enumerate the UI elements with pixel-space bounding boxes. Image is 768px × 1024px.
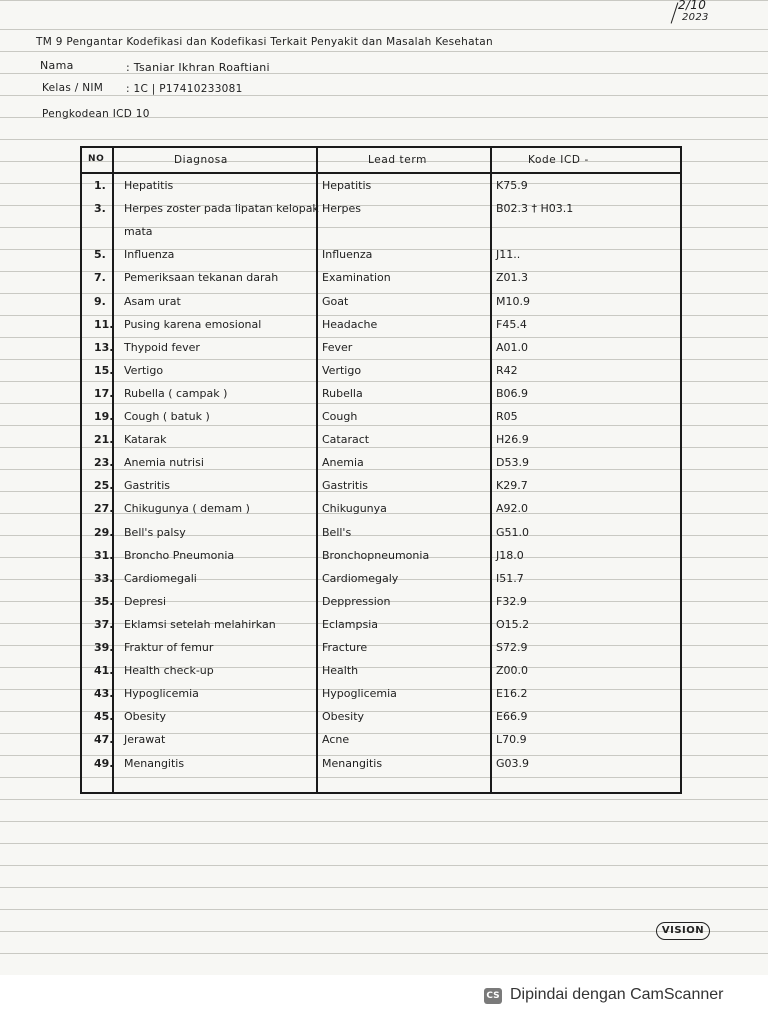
row-diagnosa: Vertigo bbox=[124, 363, 164, 377]
row-number: 41. bbox=[94, 664, 114, 678]
table-row bbox=[82, 707, 680, 731]
row-kode-icd: O15.2 bbox=[496, 617, 530, 631]
row-number: 49. bbox=[94, 756, 114, 770]
row-lead-term: Bell's bbox=[322, 525, 352, 539]
row-lead-term: Hypoglicemia bbox=[322, 687, 397, 701]
row-kode-icd: I51.7 bbox=[496, 571, 524, 585]
row-number: 9. bbox=[94, 294, 106, 308]
row-kode-icd: F45.4 bbox=[496, 317, 527, 331]
nama-value: : Tsaniar Ikhran Roaftiani bbox=[126, 61, 270, 74]
row-diagnosa: Jerawat bbox=[124, 733, 166, 747]
row-number: 15. bbox=[94, 363, 114, 377]
row-diagnosa: Chikugunya ( demam ) bbox=[124, 502, 250, 516]
date-bottom: 2023 bbox=[682, 12, 709, 23]
row-lead-term: Deppression bbox=[322, 594, 391, 608]
row-diagnosa: Cardiomegali bbox=[124, 571, 197, 585]
row-number: 19. bbox=[94, 410, 114, 423]
row-number: 39. bbox=[94, 641, 114, 654]
row-lead-term: Herpes bbox=[322, 202, 362, 216]
row-kode-icd: J11.. bbox=[496, 248, 521, 262]
table-row bbox=[82, 684, 680, 708]
brand-logo: VISION bbox=[656, 922, 710, 940]
row-kode-icd: L70.9 bbox=[496, 733, 527, 747]
row-number: 7. bbox=[94, 271, 106, 285]
row-number: 35. bbox=[94, 594, 114, 608]
row-lead-term: Cardiomegaly bbox=[322, 571, 399, 585]
icd-table bbox=[80, 146, 682, 794]
row-diagnosa: Rubella ( campak ) bbox=[124, 386, 228, 400]
row-lead-term: Examination bbox=[322, 271, 391, 285]
row-kode-icd: R42 bbox=[496, 363, 518, 377]
table-row bbox=[82, 546, 680, 570]
row-lead-term: Menangitis bbox=[322, 756, 383, 770]
row-lead-term: Vertigo bbox=[322, 363, 362, 377]
table-row bbox=[82, 523, 680, 547]
table-row bbox=[82, 292, 680, 316]
table-row bbox=[82, 453, 680, 477]
table-row bbox=[82, 638, 680, 662]
table-row bbox=[82, 384, 680, 408]
row-number: 33. bbox=[94, 571, 114, 585]
row-lead-term: Cough bbox=[322, 410, 358, 423]
row-kode-icd: A01.0 bbox=[496, 340, 529, 354]
row-diagnosa: Herpes zoster pada lipatan kelopak bbox=[124, 202, 319, 216]
table-row bbox=[82, 569, 680, 593]
row-kode-icd: G03.9 bbox=[496, 756, 530, 770]
table-row bbox=[82, 730, 680, 754]
table-row bbox=[82, 754, 680, 778]
row-diagnosa: Depresi bbox=[124, 594, 167, 608]
row-lead-term: Cataract bbox=[322, 433, 370, 447]
row-kode-icd: K29.7 bbox=[496, 479, 528, 493]
table-row bbox=[82, 199, 680, 223]
table-row bbox=[82, 661, 680, 685]
row-diagnosa: Menangitis bbox=[124, 756, 185, 770]
row-diagnosa: mata bbox=[124, 225, 153, 239]
table-row bbox=[82, 315, 680, 339]
table-row bbox=[82, 176, 680, 200]
row-lead-term: Gastritis bbox=[322, 479, 368, 493]
row-diagnosa: Hepatitis bbox=[124, 179, 174, 192]
table-row bbox=[82, 268, 680, 292]
row-diagnosa: Eklamsi setelah melahirkan bbox=[124, 617, 276, 631]
row-kode-icd: Z01.3 bbox=[496, 271, 529, 285]
row-number: 13. bbox=[94, 340, 114, 354]
row-diagnosa: Katarak bbox=[124, 433, 167, 447]
row-lead-term: Influenza bbox=[322, 248, 373, 262]
row-diagnosa: Bell's palsy bbox=[124, 525, 186, 539]
table-row bbox=[82, 499, 680, 523]
row-diagnosa: Broncho Pneumonia bbox=[124, 548, 235, 562]
assignment-title: TM 9 Pengantar Kodefikasi dan Kodefikasi Terkait Penyakit dan Masalah Kesehatan bbox=[36, 36, 493, 48]
kelas-label: Kelas / NIM bbox=[42, 82, 104, 94]
row-number: 21. bbox=[94, 433, 114, 447]
row-lead-term: Headache bbox=[322, 317, 378, 331]
row-diagnosa: Obesity bbox=[124, 710, 167, 724]
row-lead-term: Eclampsia bbox=[322, 617, 379, 631]
row-kode-icd: E66.9 bbox=[496, 710, 528, 724]
row-diagnosa: Pemeriksaan tekanan darah bbox=[124, 271, 279, 285]
table-row bbox=[82, 361, 680, 385]
row-diagnosa: Fraktur of femur bbox=[124, 641, 214, 654]
section-title: Pengkodean ICD 10 bbox=[42, 108, 150, 120]
row-number: 17. bbox=[94, 386, 114, 400]
header-divider bbox=[82, 172, 680, 174]
corner-date bbox=[672, 0, 732, 28]
row-number: 45. bbox=[94, 710, 114, 724]
row-diagnosa: Thypoid fever bbox=[124, 340, 200, 354]
kelas-value: : 1C | P17410233081 bbox=[126, 83, 243, 95]
header-no: NO bbox=[88, 154, 105, 164]
nama-label: Nama bbox=[40, 59, 74, 72]
row-number: 27. bbox=[94, 502, 114, 516]
table-row bbox=[82, 338, 680, 362]
row-kode-icd: S72.9 bbox=[496, 641, 528, 654]
date-slash bbox=[671, 2, 679, 23]
row-number: 3. bbox=[94, 202, 106, 216]
table-row bbox=[82, 245, 680, 269]
row-lead-term: Health bbox=[322, 664, 359, 678]
camscanner-icon: CS bbox=[484, 988, 502, 1004]
row-kode-icd: H26.9 bbox=[496, 433, 529, 447]
table-row bbox=[82, 592, 680, 616]
row-diagnosa: Pusing karena emosional bbox=[124, 317, 262, 331]
row-lead-term: Acne bbox=[322, 733, 350, 747]
camscanner-text: Dipindai dengan CamScanner bbox=[510, 986, 724, 1003]
row-lead-term: Fracture bbox=[322, 641, 368, 654]
row-kode-icd: J18.0 bbox=[496, 548, 524, 562]
row-number: 29. bbox=[94, 525, 114, 539]
row-lead-term: Bronchopneumonia bbox=[322, 548, 430, 562]
row-lead-term: Chikugunya bbox=[322, 502, 387, 516]
row-diagnosa: Cough ( batuk ) bbox=[124, 410, 210, 423]
row-kode-icd: G51.0 bbox=[496, 525, 530, 539]
row-kode-icd: E16.2 bbox=[496, 687, 528, 701]
row-kode-icd: A92.0 bbox=[496, 502, 529, 516]
row-number: 31. bbox=[94, 548, 114, 562]
header-kode-icd: Kode ICD - bbox=[528, 154, 589, 166]
row-lead-term: Goat bbox=[322, 294, 349, 308]
row-kode-icd: F32.9 bbox=[496, 594, 527, 608]
row-number: 5. bbox=[94, 248, 106, 262]
row-number: 43. bbox=[94, 687, 114, 701]
row-diagnosa: Influenza bbox=[124, 248, 175, 262]
header-diagnosa: Diagnosa bbox=[174, 154, 228, 166]
row-number: 25. bbox=[94, 479, 114, 493]
row-diagnosa: Gastritis bbox=[124, 479, 170, 493]
date-top: 2/10 bbox=[678, 0, 707, 12]
table-row bbox=[82, 430, 680, 454]
camscanner-watermark bbox=[470, 982, 750, 1012]
table-row bbox=[82, 615, 680, 639]
row-kode-icd: Z00.0 bbox=[496, 664, 529, 678]
table-row bbox=[82, 222, 680, 246]
row-kode-icd: R05 bbox=[496, 410, 518, 423]
table-row bbox=[82, 476, 680, 500]
row-lead-term: Hepatitis bbox=[322, 179, 372, 192]
row-number: 47. bbox=[94, 733, 114, 747]
row-lead-term: Fever bbox=[322, 340, 353, 354]
row-kode-icd: M10.9 bbox=[496, 294, 530, 308]
table-row bbox=[82, 407, 680, 431]
row-diagnosa: Anemia nutrisi bbox=[124, 456, 204, 470]
row-kode-icd: D53.9 bbox=[496, 456, 529, 470]
row-diagnosa: Hypoglicemia bbox=[124, 687, 199, 701]
row-number: 23. bbox=[94, 456, 114, 470]
row-lead-term: Anemia bbox=[322, 456, 364, 470]
row-lead-term: Rubella bbox=[322, 386, 363, 400]
row-diagnosa: Health check-up bbox=[124, 664, 214, 678]
row-diagnosa: Asam urat bbox=[124, 294, 181, 308]
row-number: 1. bbox=[94, 179, 106, 192]
row-number: 37. bbox=[94, 617, 114, 631]
row-lead-term: Obesity bbox=[322, 710, 365, 724]
header-lead-term: Lead term bbox=[368, 154, 427, 166]
row-number: 11. bbox=[94, 317, 114, 331]
row-kode-icd: B06.9 bbox=[496, 386, 529, 400]
row-kode-icd: K75.9 bbox=[496, 179, 528, 192]
row-kode-icd: B02.3 † H03.1 bbox=[496, 202, 574, 216]
